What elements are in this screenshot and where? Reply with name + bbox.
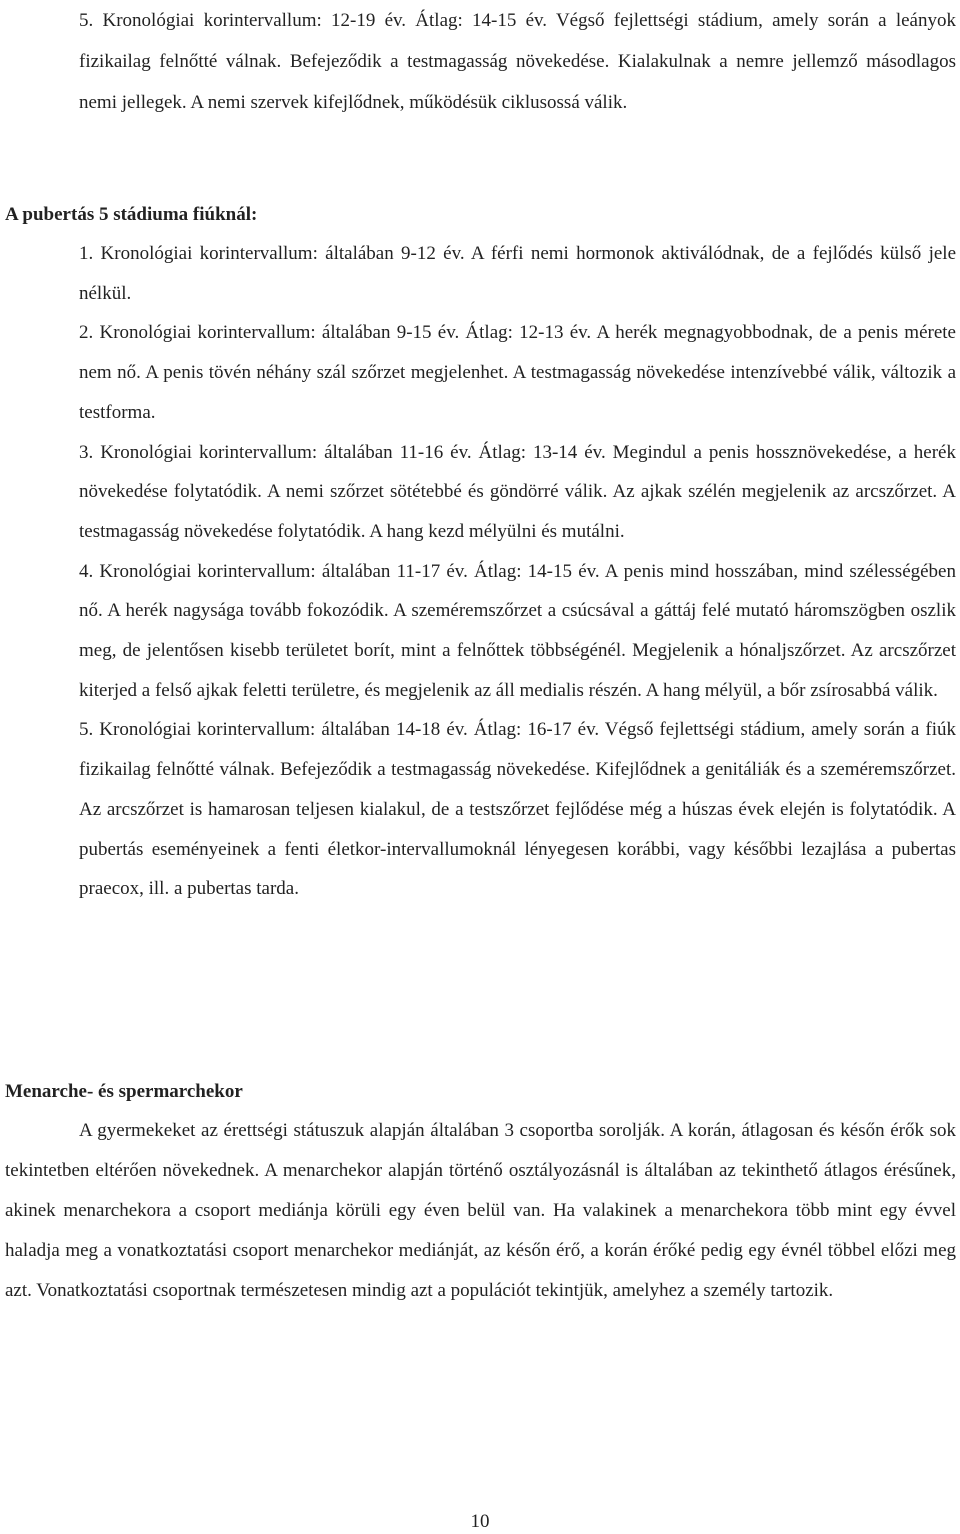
boys-stage-1: 1. Kronológiai korintervallum: általában 9-12 év. A férfi nemi hormonok aktiválódnak, de a fejlődés külső jele nélkül. [79,243,956,304]
page-number: 10 [470,1511,490,1532]
menarche-section-body [5,1111,956,1311]
girls-stage-5-paragraph: 5. Kronológiai korintervallum: 12-19 év. Átlag: 14-15 év. Végső fejlettségi stádium, amely során a leányok fizikailag felnőtté válnak. Befejeződik a testmagasság növekedése. Kialakulnak a nemre jellemző másodlagos nemi jellegek. A nemi szervek kifejlődnek, működésük ciklusossá válik. [79,10,956,113]
boys-section-heading: A pubertás 5 stádiuma fiúknál: [5,204,258,225]
boys-stages-list [79,234,956,909]
menarche-section-heading: Menarche- és spermarchekor [5,1081,243,1102]
boys-stage-4: 4. Kronológiai korintervallum: általában 11-17 év. Átlag: 14-15 év. A penis mind hosszában, mind szélességében nő. A herék nagysága tovább fokozódik. A szeméremszőrzet a csúcsával a gáttáj felé mutató háromszögben oszlik meg, de jelentősen kisebb területet borít, mint a felnőttek többségénél. Megjelenik a hónaljszőrzet. Az arcszőrzet kiterjed a felső ajkak feletti területre, és megjelenik az áll medialis részén. A hang mélyül, a bőr zsírosabbá válik. [79,560,956,701]
boys-stage-5: 5. Kronológiai korintervallum: általában 14-18 év. Átlag: 16-17 év. Végső fejlettségi stádium, amely során a fiúk fizikailag felnőtté válnak. Befejeződik a testmagasság növekedése. Kifejlődnek a genitáliák és a szeméremszőrzet. Az arcszőrzet is hamarosan teljesen kialakul, de a testszőrzet fejlődése még a húszas évek elején is folytatódik. A pubertás eseményeinek a fenti életkor-intervallumoknál lényegesen korábbi, vagy későbbi lezajlása a pubertas praecox, ill. a pubertas tarda. [79,719,956,900]
boys-stage-2: 2. Kronológiai korintervallum: általában 9-15 év. Átlag: 12-13 év. A herék megnagyobbodnak, de a penis mérete nem nő. A penis tövén néhány szál szőrzet megjelenhet. A testmagasság növekedése intenzívebbé válik, változik a testforma. [79,322,956,423]
menarche-paragraph: A gyermekeket az érettségi státuszuk alapján általában 3 csoportba sorolják. A korán, átlagosan és későn érők sok tekintetben eltérően növekednek. A menarchekor alapján történő osztályozásnál is általában az tekinthető átlagos érésűnek, akinek menarchekora a csoport mediánja körüli egy éven belül van. Ha valakinek a menarchekora több mint egy évvel haladja meg a vonatkoztatási csoport menarchekor mediánját, az későn érő, a korán érőké pedig egy évnél többel előzi meg azt. Vonatkoztatási csoportnak természetesen mindig azt a populációt tekintjük, amelyhez a személy tartozik. [5,1120,956,1301]
girls-stage-5-block [79,0,956,123]
boys-stage-3: 3. Kronológiai korintervallum: általában 11-16 év. Átlag: 13-14 év. Megindul a penis hossznövekedése, a herék növekedése folytatódik. A nemi szőrzet sötétebbé és göndörré válik. Az ajkak szélén megjelenik az arcszőrzet. A testmagasság növekedése folytatódik. A hang kezd mélyülni és mutálni. [79,441,956,542]
